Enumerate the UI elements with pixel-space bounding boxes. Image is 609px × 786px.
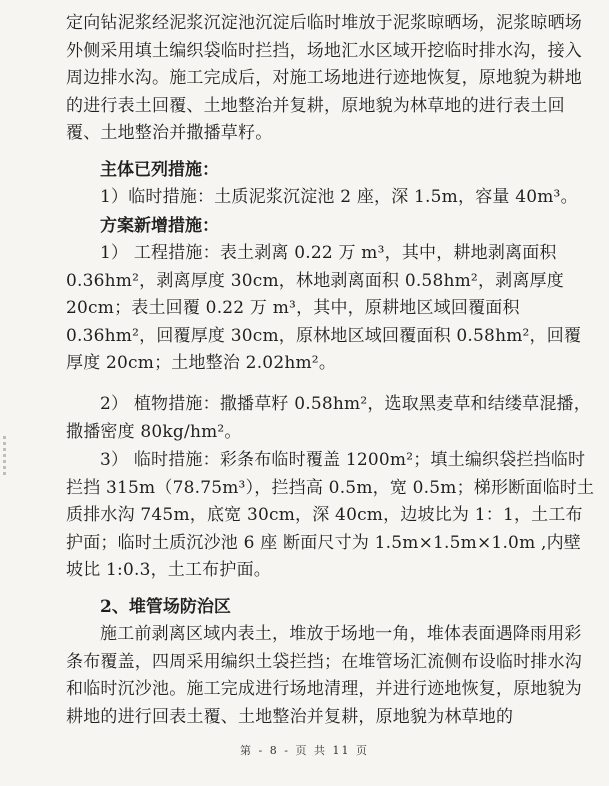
paragraph-temporary-measures: 3） 临时措施：彩条布临时覆盖 1200m²；填土编织袋拦挡临时拦挡 315m（78.75m³），拦挡高 0.5m，宽 0.5m；梯形断面临时土质排水沟 745m，底宽 30cm，深 40cm，边坡比为 1：1，土工布护面；临时土质沉沙池 6 座 断面尺寸为 1.5m×1.5m×1.0m ,内壁坡比 1:0.3，土工布护面。 [66,450,595,580]
paragraph-temp-measures-main: 1）临时措施：土质泥浆沉淀池 2 座，深 1.5m，容量 40m³。 [100,187,578,207]
paragraph-mud-treatment: 定向钻泥浆经泥浆沉淀池沉淀后临时堆放于泥浆晾晒场，泥浆晾晒场外侧采用填土编织袋临时拦挡，场地汇水区域开挖临时排水沟，接入周边排水沟。施工完成后，对施工场地进行迹地恢复，原地貌为耕地的进行表土回覆、土地整治并复耕，原地貌为林草地的进行表土回覆、土地整治并撒播草籽。 [66,13,582,143]
heading-new-measures: 方案新增措施： [100,216,219,236]
paragraph-engineering-measures: 1） 工程措施：表土剥离 0.22 万 m³，其中，耕地剥离面积 0.36hm²，剥离厚度 30cm，林地剥离面积 0.58hm²，剥离厚度 20cm；表土回覆 0.22 万 m³，其中，原耕地区域回覆面积 0.36hm²，回覆厚度 30cm，原林地区域回覆面积 0.58hm²，回覆厚度 20cm；土地整治 2.02hm²。 [66,243,582,373]
paragraph-plant-measures: 2） 植物措施：撒播草籽 0.58hm²，选取黑麦草和结缕草混播，撒播密度 80kg/hm²。 [66,394,591,442]
page-footer: 第 - 8 - 页 共 11 页 [240,744,369,757]
paragraph-pipe-yard-measures: 施工前剥离区域内表土，堆放于场地一角，堆体表面遇降雨用彩条布覆盖，四周采用编织土袋拦挡；在堆管场汇流侧布设临时排水沟和临时沉沙池。施工完成进行场地清理，并进行迹地恢复，原地貌为耕地的进行回表土覆、土地整治并复耕，原地貌为林草地的 [66,624,582,727]
heading-main-measures: 主体已列措施： [100,160,219,180]
heading-pipe-yard: 2、堆管场防治区 [100,597,231,617]
scan-edge-mark [3,436,6,476]
